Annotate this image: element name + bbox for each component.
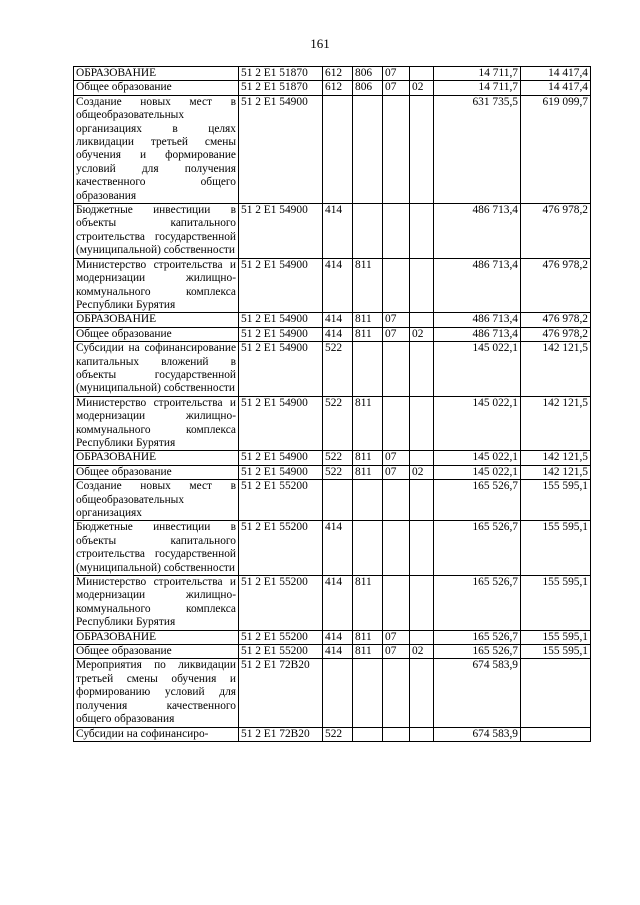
cell-amount-2: 142 121,5 [521, 342, 591, 397]
cell-ministry-code: 811 [353, 396, 383, 451]
cell-name: Бюджетные инвестиции в объекты капитального строительства государственной (муниципальной) собственности [74, 521, 239, 576]
cell-expense-type: 414 [323, 630, 353, 644]
cell-section: 07 [383, 81, 410, 95]
cell-amount-1: 165 526,7 [434, 645, 521, 659]
cell-amount-1: 486 713,4 [434, 327, 521, 341]
cell-target-code: 51 2 E1 51870 [239, 81, 323, 95]
table-row [74, 451, 591, 465]
cell-expense-type: 414 [323, 327, 353, 341]
cell-amount-2: 155 595,1 [521, 521, 591, 576]
table-row [74, 342, 591, 397]
cell-ministry-code: 811 [353, 451, 383, 465]
cell-target-code: 51 2 E1 54900 [239, 258, 323, 313]
cell-expense-type: 522 [323, 342, 353, 397]
cell-amount-1: 145 022,1 [434, 396, 521, 451]
cell-subsection: 02 [410, 645, 434, 659]
cell-subsection [410, 204, 434, 259]
cell-name: ОБРАЗОВАНИЕ [74, 67, 239, 81]
cell-ministry-code: 811 [353, 630, 383, 644]
cell-amount-1: 165 526,7 [434, 521, 521, 576]
cell-section: 07 [383, 465, 410, 479]
cell-name: ОБРАЗОВАНИЕ [74, 630, 239, 644]
cell-amount-2 [521, 659, 591, 727]
cell-ministry-code: 806 [353, 81, 383, 95]
cell-expense-type: 522 [323, 451, 353, 465]
cell-subsection [410, 480, 434, 521]
cell-ministry-code [353, 659, 383, 727]
cell-target-code: 51 2 E1 54900 [239, 327, 323, 341]
table-row [74, 659, 591, 727]
cell-name: Общее образование [74, 645, 239, 659]
table-row [74, 396, 591, 451]
cell-name: Министерство строительства и модернизации жилищно-коммунального комплекса Республики Бурятия [74, 258, 239, 313]
cell-amount-1: 165 526,7 [434, 480, 521, 521]
cell-amount-2: 155 595,1 [521, 480, 591, 521]
cell-ministry-code: 811 [353, 327, 383, 341]
cell-section [383, 258, 410, 313]
cell-name: Субсидии на софинансиро- [74, 727, 239, 741]
table-row [74, 204, 591, 259]
cell-amount-1: 486 713,4 [434, 313, 521, 327]
cell-name: Общее образование [74, 465, 239, 479]
cell-expense-type: 414 [323, 645, 353, 659]
cell-ministry-code: 811 [353, 258, 383, 313]
cell-amount-2 [521, 727, 591, 741]
cell-amount-2: 142 121,5 [521, 465, 591, 479]
cell-target-code: 51 2 E1 54900 [239, 396, 323, 451]
cell-target-code: 51 2 E1 54900 [239, 342, 323, 397]
cell-expense-type: 414 [323, 204, 353, 259]
cell-expense-type: 522 [323, 727, 353, 741]
budget-table [73, 66, 591, 742]
table-row [74, 95, 591, 203]
cell-section: 07 [383, 313, 410, 327]
table-row [74, 258, 591, 313]
cell-expense-type [323, 95, 353, 203]
cell-amount-2: 619 099,7 [521, 95, 591, 203]
cell-amount-2: 14 417,4 [521, 81, 591, 95]
cell-expense-type [323, 659, 353, 727]
cell-target-code: 51 2 E1 54900 [239, 313, 323, 327]
cell-amount-1: 14 711,7 [434, 67, 521, 81]
cell-amount-1: 486 713,4 [434, 258, 521, 313]
cell-target-code: 51 2 E1 51870 [239, 67, 323, 81]
cell-amount-2: 142 121,5 [521, 396, 591, 451]
cell-subsection [410, 396, 434, 451]
cell-target-code: 51 2 E1 72B20 [239, 659, 323, 727]
cell-amount-1: 145 022,1 [434, 451, 521, 465]
cell-subsection: 02 [410, 465, 434, 479]
table-row [74, 645, 591, 659]
cell-section: 07 [383, 645, 410, 659]
cell-target-code: 51 2 E1 55200 [239, 521, 323, 576]
table-row [74, 465, 591, 479]
cell-ministry-code [353, 95, 383, 203]
cell-section [383, 396, 410, 451]
cell-amount-1: 14 711,7 [434, 81, 521, 95]
cell-subsection [410, 258, 434, 313]
cell-section [383, 727, 410, 741]
cell-target-code: 51 2 E1 54900 [239, 204, 323, 259]
cell-section [383, 95, 410, 203]
cell-name: ОБРАЗОВАНИЕ [74, 313, 239, 327]
cell-section: 07 [383, 327, 410, 341]
cell-subsection [410, 67, 434, 81]
cell-name: Создание новых мест в общеобразовательных организациях в целях ликвидации третьей смены обучения и формирование условий для получения качественного общего образования [74, 95, 239, 203]
cell-subsection [410, 659, 434, 727]
cell-name: Министерство строительства и модернизации жилищно-коммунального комплекса Республики Бурятия [74, 576, 239, 631]
cell-amount-1: 165 526,7 [434, 576, 521, 631]
cell-ministry-code [353, 204, 383, 259]
cell-expense-type: 612 [323, 81, 353, 95]
cell-amount-2: 476 978,2 [521, 313, 591, 327]
table-row [74, 630, 591, 644]
cell-section [383, 480, 410, 521]
cell-expense-type: 414 [323, 313, 353, 327]
cell-target-code: 51 2 E1 54900 [239, 465, 323, 479]
cell-target-code: 51 2 E1 54900 [239, 95, 323, 203]
cell-amount-2: 476 978,2 [521, 258, 591, 313]
cell-target-code: 51 2 E1 72B20 [239, 727, 323, 741]
cell-subsection: 02 [410, 327, 434, 341]
cell-ministry-code [353, 521, 383, 576]
cell-section [383, 521, 410, 576]
cell-expense-type: 414 [323, 576, 353, 631]
cell-ministry-code: 806 [353, 67, 383, 81]
cell-subsection [410, 521, 434, 576]
cell-subsection [410, 451, 434, 465]
table-row [74, 576, 591, 631]
cell-amount-2: 155 595,1 [521, 630, 591, 644]
cell-amount-2: 476 978,2 [521, 204, 591, 259]
cell-expense-type: 522 [323, 465, 353, 479]
table-row [74, 67, 591, 81]
cell-amount-1: 674 583,9 [434, 659, 521, 727]
cell-section [383, 576, 410, 631]
cell-target-code: 51 2 E1 55200 [239, 576, 323, 631]
cell-section [383, 659, 410, 727]
table-row [74, 480, 591, 521]
cell-subsection [410, 313, 434, 327]
cell-expense-type: 612 [323, 67, 353, 81]
cell-name: Мероприятия по ликвидации третьей смены обучения и формированию условий для получения качественного общего образования [74, 659, 239, 727]
cell-amount-1: 145 022,1 [434, 465, 521, 479]
cell-subsection [410, 576, 434, 631]
cell-name: Общее образование [74, 327, 239, 341]
cell-amount-1: 631 735,5 [434, 95, 521, 203]
cell-amount-2: 476 978,2 [521, 327, 591, 341]
table-body [74, 67, 591, 742]
table-row [74, 521, 591, 576]
cell-subsection [410, 630, 434, 644]
cell-target-code: 51 2 E1 55200 [239, 645, 323, 659]
cell-name: Создание новых мест в общеобразовательных организациях [74, 480, 239, 521]
cell-target-code: 51 2 E1 55200 [239, 480, 323, 521]
cell-amount-2: 155 595,1 [521, 645, 591, 659]
cell-subsection [410, 342, 434, 397]
cell-subsection: 02 [410, 81, 434, 95]
cell-name: Бюджетные инвестиции в объекты капитального строительства государственной (муниципальной) собственности [74, 204, 239, 259]
cell-expense-type: 414 [323, 258, 353, 313]
cell-name: Субсидии на софинансирование капитальных вложений в объекты государственной (муниципальной) собственности [74, 342, 239, 397]
table-row [74, 727, 591, 741]
cell-name: ОБРАЗОВАНИЕ [74, 451, 239, 465]
cell-amount-2: 155 595,1 [521, 576, 591, 631]
cell-subsection [410, 727, 434, 741]
cell-ministry-code [353, 727, 383, 741]
cell-ministry-code: 811 [353, 576, 383, 631]
cell-target-code: 51 2 E1 55200 [239, 630, 323, 644]
cell-amount-1: 486 713,4 [434, 204, 521, 259]
cell-amount-2: 142 121,5 [521, 451, 591, 465]
cell-ministry-code: 811 [353, 645, 383, 659]
cell-section [383, 342, 410, 397]
table-row [74, 327, 591, 341]
table-row [74, 313, 591, 327]
cell-section: 07 [383, 451, 410, 465]
cell-ministry-code: 811 [353, 465, 383, 479]
cell-name: Министерство строительства и модернизации жилищно-коммунального комплекса Республики Бурятия [74, 396, 239, 451]
cell-section: 07 [383, 630, 410, 644]
cell-ministry-code [353, 480, 383, 521]
table-row [74, 81, 591, 95]
cell-subsection [410, 95, 434, 203]
cell-name: Общее образование [74, 81, 239, 95]
cell-amount-1: 145 022,1 [434, 342, 521, 397]
cell-amount-2: 14 417,4 [521, 67, 591, 81]
cell-amount-1: 165 526,7 [434, 630, 521, 644]
cell-expense-type: 522 [323, 396, 353, 451]
cell-ministry-code [353, 342, 383, 397]
cell-expense-type: 414 [323, 521, 353, 576]
page-number: 161 [310, 36, 330, 51]
cell-section: 07 [383, 67, 410, 81]
cell-section [383, 204, 410, 259]
cell-target-code: 51 2 E1 54900 [239, 451, 323, 465]
cell-amount-1: 674 583,9 [434, 727, 521, 741]
cell-expense-type [323, 480, 353, 521]
cell-ministry-code: 811 [353, 313, 383, 327]
